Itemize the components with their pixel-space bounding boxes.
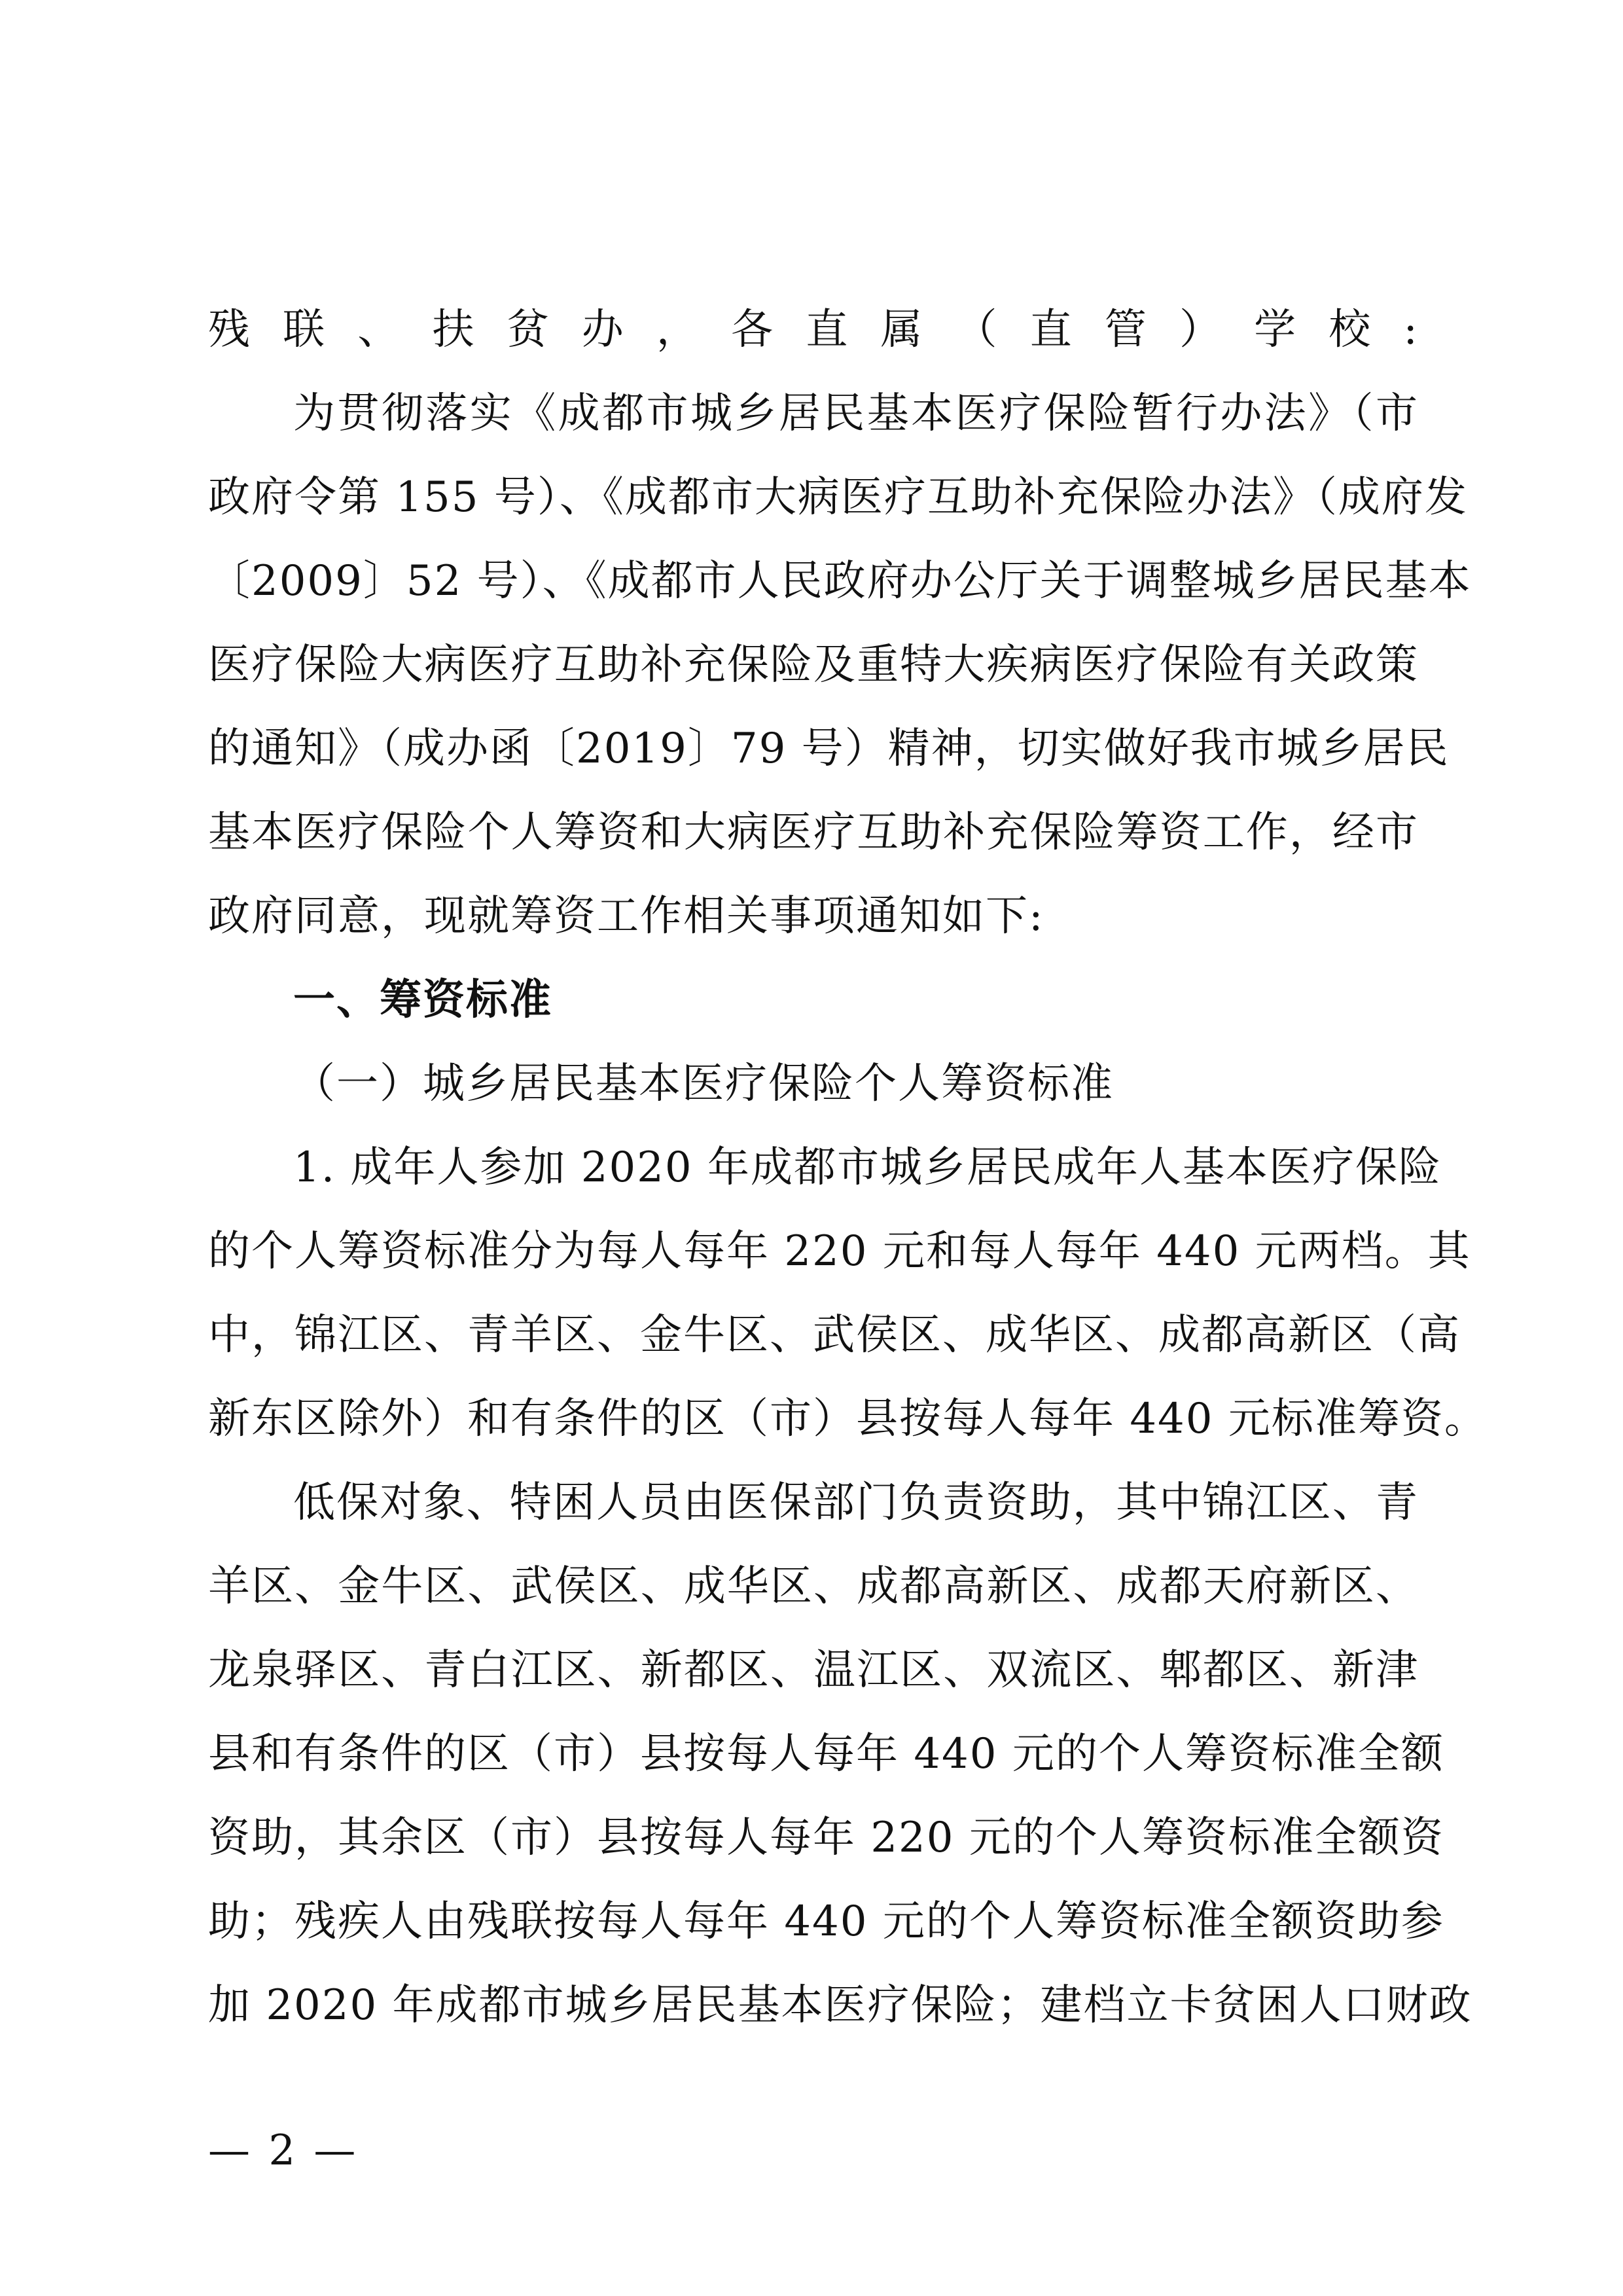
body-line: 龙泉驿区、青白江区、新都区、温江区、双流区、郫都区、新津 xyxy=(208,1646,1419,1695)
body-line: 基本医疗保险个人筹资和大病医疗互助补充保险筹资工作，经市 xyxy=(208,808,1419,857)
body-line: 加 2020 年成都市城乡居民基本医疗保险；建档立卡贫困人口财政 xyxy=(208,1981,1472,2030)
body-line: 的个人筹资标准分为每人每年 220 元和每人每年 440 元两档。其 xyxy=(208,1227,1471,1276)
body-line: 政府令第 155 号）、《成都市大病医疗互助补充保险办法》（成府发 xyxy=(208,473,1468,522)
page-number: — 2 — xyxy=(208,2126,359,2175)
body-line: 县和有条件的区（市）县按每人每年 440 元的个人筹资标准全额 xyxy=(208,1730,1444,1778)
body-line: 羊区、金牛区、武侯区、成华区、成都高新区、成都天府新区、 xyxy=(208,1562,1419,1611)
document-body xyxy=(208,288,1488,2047)
body-line: 新东区除外）和有条件的区（市）县按每人每年 440 元标准筹资。 xyxy=(208,1395,1488,1443)
body-line: 中，锦江区、青羊区、金牛区、武侯区、成华区、成都高新区（高 xyxy=(208,1311,1461,1359)
body-line: 资助，其余区（市）县按每人每年 220 元的个人筹资标准全额资 xyxy=(208,1814,1444,1862)
body-line: 医疗保险大病医疗互助补充保险及重特大疾病医疗保险有关政策 xyxy=(208,641,1419,689)
body-line: 1. 成年人参加 2020 年成都市城乡居民成年人基本医疗保险 xyxy=(293,1143,1442,1192)
body-line: 〔2009〕52 号）、《成都市人民政府办公厅关于调整城乡居民基本 xyxy=(208,557,1472,605)
body-line: 助；残疾人由残联按每人每年 440 元的个人筹资标准全额资助参 xyxy=(208,1897,1444,1946)
section-heading: 一、筹资标准 xyxy=(293,976,552,1024)
subsection-heading: （一）城乡居民基本医疗保险个人筹资标准 xyxy=(293,1060,1114,1108)
body-line: 政府同意，现就筹资工作相关事项通知如下: xyxy=(208,892,1044,941)
body-line: 为贯彻落实《成都市城乡居民基本医疗保险暂行办法》（市 xyxy=(293,389,1419,438)
body-line: 的通知》（成办函〔2019〕79 号）精神，切实做好我市城乡居民 xyxy=(208,725,1450,773)
body-line: 残联、扶贫办，各直属（直管）学校: xyxy=(208,306,1419,354)
body-line: 低保对象、特困人员由医保部门负责资助，其中锦江区、青 xyxy=(293,1479,1419,1527)
